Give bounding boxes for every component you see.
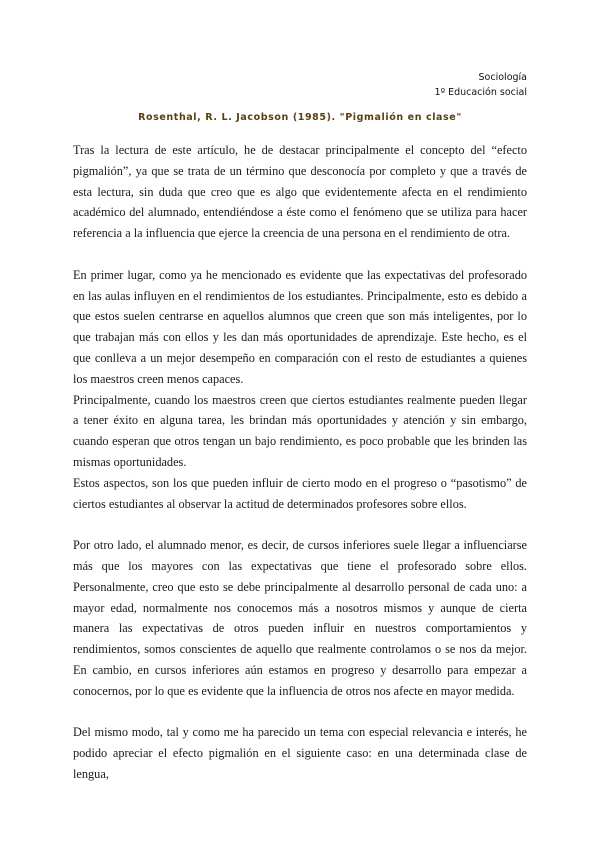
paragraph: Tras la lectura de este artículo, he de destacar principalmente el concepto del “efecto pigmalión”, ya que se trata de un término que desconocía por completo y que a través de esta lectura, sin duda que creo que es algo que evidentemente afecta en el rendimiento académico del alumnado, entendiéndose a éste como el fenómeno que se utiliza para hacer referencia a la influencia que ejerce la creencia de una persona en el rendimiento de otra. [73, 143, 527, 241]
paragraph: Estos aspectos, son los que pueden influir de cierto modo en el progreso o “pasotismo” de ciertos estudiantes al observar la actitud de determinados profesores sobre ellos. [73, 475, 527, 511]
paragraph: Principalmente, cuando los maestros creen que ciertos estudiantes realmente pueden llegar a tener éxito en alguna tarea, les brindan más oportunidades y atención y sin embargo, cuando esperan que otros tengan un bajo rendimiento, es poco probable que les brinden las mismas oportunidades. [73, 392, 527, 469]
paragraph: En primer lugar, como ya he mencionado es evidente que las expectativas del profesorado en las aulas influyen en el rendimientos de los estudiantes. Principalmente, esto es debido a que estos suelen centrarse en aquellos alumnos que creen que son más inteligentes, por lo que trabajan más con ellos y les dan más oportunidades de aprendizaje. Este hecho, es el que conlleva a un mejor desempeño en comparación con el resto de estudiantes a quienes los maestros creen menos capaces. [73, 267, 527, 386]
paragraph: Del mismo modo, tal y como me ha parecido un tema con especial relevancia e interés, he podido apreciar el efecto pigmalión en el siguiente caso: en una determinada clase de lengua, [73, 725, 527, 781]
header-course: 1º Educación social [434, 87, 527, 98]
document-title: Rosenthal, R. L. Jacobson (1985). "Pigmalión en clase" [138, 112, 462, 123]
page-header [435, 70, 527, 100]
header-subject: Sociología [478, 72, 527, 83]
paragraph: Por otro lado, el alumnado menor, es decir, de cursos inferiores suele llegar a influenciarse más que los mayores con las expectativas que tiene el profesorado sobre ellos. Personalmente, creo que esto se debe principalmente al desarrollo personal de cada uno: a mayor edad, normalmente nos conocemos más a nosotros mismos y aunque de cierta manera las expectativas de otros pueden influir en nuestros comportamientos y rendimientos, somos conscientes de aquello que realmente controlamos o se nos da mejor. En cambio, en cursos inferiores aún estamos en progreso y desarrollo para empezar a conocernos, por lo que es evidente que la influencia de otros nos afecte en mayor medida. [73, 538, 527, 698]
document-body [73, 140, 527, 785]
